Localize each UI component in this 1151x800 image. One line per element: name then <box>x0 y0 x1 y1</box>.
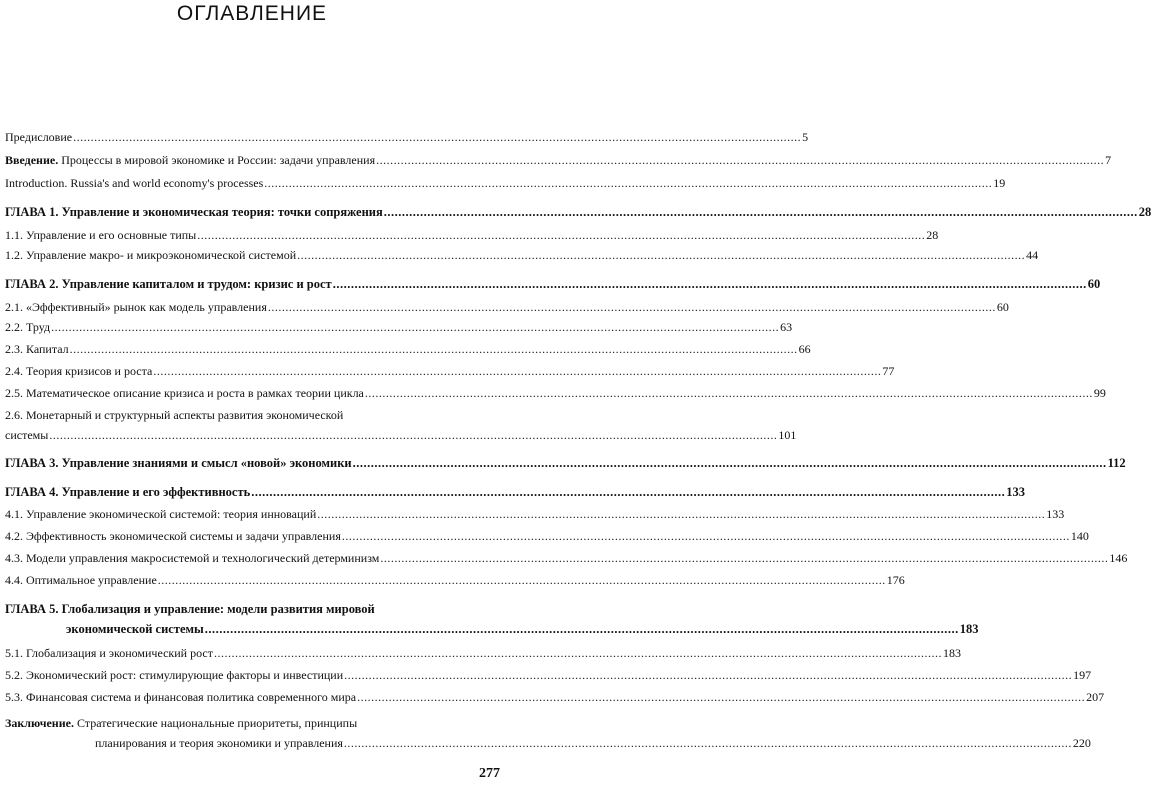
leader-dots <box>264 176 992 191</box>
toc-entry-title: ГЛАВА 2. Управление капиталом и трудом: кризис и рост <box>5 277 332 291</box>
toc-entry-4-2[interactable] <box>5 529 1089 544</box>
toc-entry-title: 4.2. Эффективность экономической системы и задачи управления <box>5 529 341 543</box>
toc-entry-introduction-en[interactable] <box>5 176 1006 191</box>
toc-entry-2-6[interactable] <box>5 408 500 423</box>
toc-entry-title: ГЛАВА 3. Управление знаниями и смысл «новой» экономики <box>5 456 352 470</box>
leader-dots <box>342 529 1070 544</box>
toc-page-number: 220 <box>1072 736 1091 750</box>
toc-page-number: 183 <box>959 622 979 636</box>
toc-page-number: 28 <box>1138 205 1151 219</box>
leader-dots <box>49 428 777 443</box>
leader-dots <box>365 386 1093 401</box>
leader-dots <box>357 690 1085 705</box>
toc-page-number: 140 <box>1070 529 1089 543</box>
toc-entry-title: 4.1. Управление экономической системой: теория инноваций <box>5 507 317 521</box>
toc-entry-title: 2.4. Теория кризисов и роста <box>5 364 153 378</box>
leader-dots <box>297 248 1025 263</box>
toc-entry-conclusion[interactable] <box>5 716 500 731</box>
toc-page-number: 112 <box>1107 456 1126 470</box>
toc-entry-title: Процессы в мировой экономике и России: задачи управления <box>61 153 376 167</box>
toc-page-number: 207 <box>1086 690 1105 704</box>
toc-entry-4-4[interactable] <box>5 573 905 588</box>
toc-entry-2-2[interactable] <box>5 320 793 335</box>
leader-dots <box>268 300 996 315</box>
toc-entry-title: 1.1. Управление и его основные типы <box>5 228 197 242</box>
toc-entry-title: Introduction. Russia's and world economy's processes <box>5 176 264 190</box>
toc-entry-1-1[interactable] <box>5 228 939 243</box>
toc-page-number: 183 <box>942 646 961 660</box>
toc-entry-title: 5.2. Экономический рост: стимулирующие факторы и инвестиции <box>5 668 344 682</box>
toc-entry-title: 1.2. Управление макро- и микроэкономической системой <box>5 248 297 262</box>
toc-entry-2-1[interactable] <box>5 300 1009 315</box>
toc-page-number: 7 <box>1105 153 1112 167</box>
toc-entry-preface[interactable] <box>5 130 809 145</box>
leader-dots <box>353 456 1107 471</box>
toc-entry-title: 2.2. Труд <box>5 320 51 334</box>
toc-entry-label: Заключение. <box>5 716 74 730</box>
leader-dots <box>153 364 881 379</box>
toc-entry-title-continued: планирования и теория экономики и управления <box>95 736 343 750</box>
toc-entry-2-5[interactable] <box>5 386 1106 401</box>
toc-page-number: 5 <box>802 130 809 144</box>
toc-page-number: 63 <box>780 320 793 334</box>
leader-dots <box>380 551 1108 566</box>
toc-chapter-3[interactable] <box>5 456 1126 471</box>
toc-entry-label: Введение. <box>5 153 59 167</box>
toc-entry-title: ГЛАВА 5. Глобализация и управление: модели развития мировой <box>5 602 375 616</box>
toc-entry-title: 2.5. Математическое описание кризиса и роста в рамках теории цикла <box>5 386 364 400</box>
leader-dots <box>251 485 1005 500</box>
toc-entry-introduction-ru[interactable] <box>5 153 1112 168</box>
leader-dots <box>51 320 779 335</box>
toc-page-number: 19 <box>993 176 1006 190</box>
toc-entry-2-6-continued[interactable] <box>5 428 797 443</box>
toc-entry-2-3[interactable] <box>5 342 811 357</box>
leader-dots <box>158 573 886 588</box>
toc-entry-5-3[interactable] <box>5 690 1105 705</box>
toc-page-number: 77 <box>882 364 895 378</box>
toc-page-number: 146 <box>1109 551 1128 565</box>
toc-page-number: 60 <box>996 300 1009 314</box>
toc-entry-title: 4.4. Оптимальное управление <box>5 573 157 587</box>
leader-dots <box>344 736 1072 751</box>
toc-entry-conclusion-continued[interactable] <box>95 736 1091 751</box>
toc-chapter-1[interactable] <box>5 205 1151 220</box>
toc-entry-title: 4.3. Модели управления макросистемой и технологический детерминизм <box>5 551 380 565</box>
leader-dots <box>376 153 1104 168</box>
toc-entry-5-1[interactable] <box>5 646 961 661</box>
leader-dots <box>205 622 959 637</box>
toc-entry-title-continued: системы <box>5 428 49 442</box>
toc-page-number: 101 <box>778 428 797 442</box>
toc-page-number: 44 <box>1026 248 1039 262</box>
toc-entry-title: ГЛАВА 1. Управление и экономическая теория: точки сопряжения <box>5 205 383 219</box>
toc-page-number: 176 <box>886 573 905 587</box>
toc-entry-title: ГЛАВА 4. Управление и его эффективность <box>5 485 251 499</box>
leader-dots <box>333 277 1087 292</box>
toc-chapter-5[interactable] <box>5 602 500 617</box>
toc-page-number: 197 <box>1073 668 1092 682</box>
toc-entry-2-4[interactable] <box>5 364 895 379</box>
toc-page-number: 66 <box>798 342 811 356</box>
toc-entry-title: 5.3. Финансовая система и финансовая политика современного мира <box>5 690 357 704</box>
page-title: ОГЛАВЛЕНИЕ <box>176 2 328 25</box>
toc-entry-title: 2.3. Капитал <box>5 342 69 356</box>
toc-page-number: 99 <box>1093 386 1106 400</box>
toc-chapter-5-continued[interactable] <box>66 622 979 637</box>
toc-page-number: 28 <box>926 228 939 242</box>
page-number: 277 <box>479 766 500 781</box>
toc-entry-title: Стратегические национальные приоритеты, принципы <box>76 716 358 730</box>
toc-page-number: 60 <box>1087 277 1101 291</box>
toc-entry-title: 2.6. Монетарный и структурный аспекты развития экономической <box>5 408 344 422</box>
leader-dots <box>70 342 798 357</box>
toc-page-number: 133 <box>1046 507 1065 521</box>
toc-entry-title: Предисловие <box>5 130 73 144</box>
toc-entry-4-3[interactable] <box>5 551 1128 566</box>
toc-entry-1-2[interactable] <box>5 248 1039 263</box>
toc-entry-title-continued: экономической системы <box>66 622 204 636</box>
leader-dots <box>317 507 1045 522</box>
leader-dots <box>384 205 1138 220</box>
leader-dots <box>73 130 801 145</box>
leader-dots <box>344 668 1072 683</box>
leader-dots <box>197 228 925 243</box>
leader-dots <box>214 646 942 661</box>
toc-entry-4-1[interactable] <box>5 507 1065 522</box>
toc-page-number: 133 <box>1006 485 1025 499</box>
toc-entry-title: 5.1. Глобализация и экономический рост <box>5 646 213 660</box>
toc-chapter-4[interactable] <box>5 485 1025 500</box>
toc-chapter-2[interactable] <box>5 277 1101 292</box>
toc-entry-title: 2.1. «Эффективный» рынок как модель управления <box>5 300 267 314</box>
toc-entry-5-2[interactable] <box>5 668 1092 683</box>
